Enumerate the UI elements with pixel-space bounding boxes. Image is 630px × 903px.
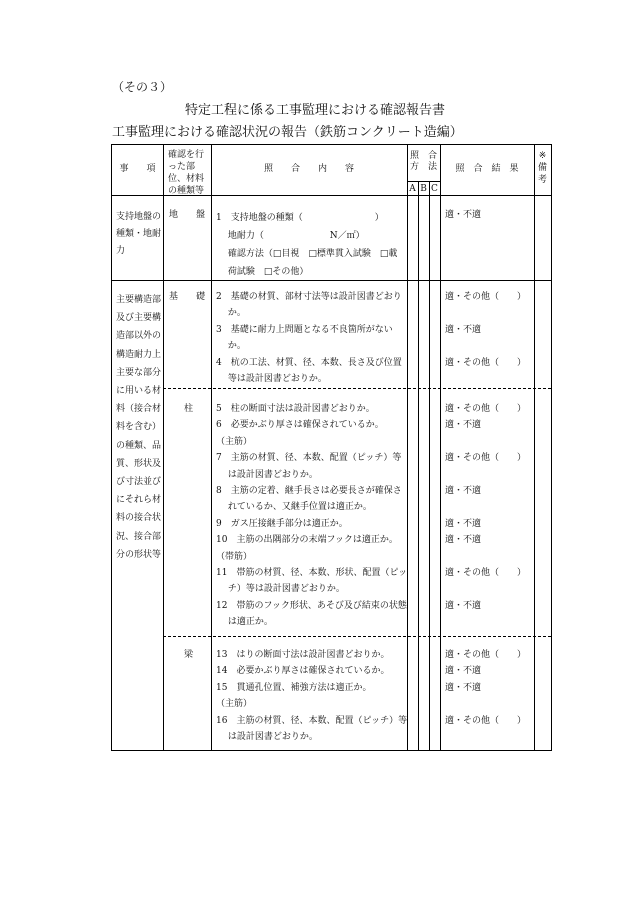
column-check-text: は設計図書どおりか。	[216, 469, 318, 480]
col-divider-result	[534, 145, 535, 750]
beam-check-result: 適・不適	[445, 666, 482, 677]
col-divider-item	[163, 145, 164, 750]
section2-item-line: 主要な部分	[116, 367, 162, 378]
column-check-text: （帯筋）	[216, 551, 253, 562]
section2-item-line: 主要構造部	[116, 295, 162, 305]
section1-result: 適・不適	[445, 210, 482, 220]
header-method: 照 合 方 法	[409, 151, 437, 172]
row-divider-method	[407, 181, 440, 182]
section2-item-line: に用いる材	[116, 386, 162, 397]
col-divider-method	[440, 145, 441, 750]
section2-item-line: 質、形状及	[116, 458, 162, 469]
section2-item-line: 及び主要構	[116, 313, 162, 324]
beam-target: 梁	[184, 650, 194, 660]
foundation-check-text: 4 杭の工法、材質、径、本数、長さ及び位置	[216, 357, 402, 368]
column-check-result: 適・不適	[445, 486, 482, 496]
foundation-check-text: 等は設計図書どおりか。	[216, 374, 327, 384]
column-check-text: 11 帯筋の材質、径、本数、形状、配置（ピッ	[216, 568, 408, 578]
column-check-text: チ）等は設計図書どおりか。	[216, 584, 345, 595]
foundation-check-text: 2 基礎の材質、部材寸法等は設計図書どおり	[216, 292, 402, 302]
report-title: 特定工程に係る工事監理における確認報告書	[184, 103, 445, 118]
column-check-result: 適・不適	[445, 420, 482, 431]
section2-item-line: 料の接合状	[116, 513, 162, 524]
column-check-result: 適・不適	[445, 535, 482, 546]
header-target: 確認を行 った部 位、材料 の種類等	[168, 150, 205, 196]
section2-item-line: 料を含む）	[116, 422, 162, 433]
column-check-result: 適・不適	[445, 518, 482, 529]
header-item: 事 項	[119, 164, 156, 174]
header-note: ※ 備 考	[537, 151, 547, 185]
beam-check-text: 14 必要かぶり厚さは確保されているか。	[216, 666, 390, 677]
column-check-text: 10 主筋の出隅部分の末端フックは適正か。	[216, 535, 398, 546]
report-table	[111, 144, 552, 751]
column-check-text: 7 主筋の材質、径、本数、配置（ピッチ）等	[216, 453, 402, 464]
beam-check-text: 15 貫通孔位置、補強方法は適正か。	[216, 682, 372, 693]
beam-check-result: 適・その他（ ）	[445, 715, 527, 726]
col-divider-content	[407, 145, 408, 750]
col-divider-target	[211, 145, 212, 750]
header-method-c: C	[431, 184, 438, 194]
column-check-result: 適・その他（ ）	[445, 404, 527, 414]
section2-item	[116, 291, 161, 564]
section2-item-line: 構造耐力上	[116, 349, 162, 360]
section2-item-line: の種類、品	[116, 440, 162, 451]
header-content: 照 合 内 容	[263, 164, 354, 174]
foundation-check-result: 適・その他（ ）	[445, 292, 527, 302]
foundation-check-text: 3 基礎に耐力上問題となる不良箇所がない	[216, 324, 393, 335]
section2-item-line: 況、接合部	[116, 531, 162, 542]
column-check-text: 5 柱の断面寸法は設計図書どおりか。	[216, 404, 375, 414]
foundation-check-result: 適・不適	[445, 324, 482, 335]
section2-item-line: 料（接合材	[116, 404, 162, 415]
column-check-text: 12 帯筋のフック形状、あそび及び結束の状態	[216, 600, 407, 611]
column-check-text: 6 必要かぶり厚さは確保されているか。	[216, 420, 384, 431]
header-method-a: A	[409, 184, 416, 194]
beam-check-result: 適・その他（ ）	[445, 650, 527, 660]
column-check-result: 適・その他（ ）	[445, 568, 527, 578]
section2-item-line: 造部以外の	[116, 331, 162, 342]
foundation-check-result: 適・その他（ ）	[445, 357, 527, 368]
section2-item-line: び寸法並び	[116, 477, 162, 488]
section1-content: 1 支持地盤の種類（ ） 地耐力（ N／㎡） 確認方法（□目視 □標準貫入試験 □載 荷試験 □その他）	[216, 213, 398, 277]
foundation-check-text: か。	[216, 308, 246, 319]
header-method-b: B	[420, 184, 427, 194]
column-check-text: れているか、又継手位置は適正か。	[216, 502, 372, 513]
beam-check-result: 適・不適	[445, 682, 482, 693]
foundation-target: 基 礎	[169, 292, 206, 302]
section2-item-line: 分の形状等	[116, 549, 162, 560]
column-check-result: 適・その他（ ）	[445, 453, 527, 464]
beam-check-text: は設計図書どおりか。	[216, 732, 318, 742]
foundation-check-text: か。	[216, 341, 246, 352]
section1-item: 支持地盤の 種類・地耐 力	[116, 212, 162, 256]
column-check-text: 8 主筋の定着、継手長さは必要長さが確保さ	[216, 486, 402, 496]
beam-check-text: 13 はりの断面寸法は設計図書どおりか。	[216, 650, 390, 660]
col-divider-method-b	[429, 181, 430, 750]
row-divider-column	[163, 636, 551, 637]
beam-check-text: （主筋）	[216, 699, 253, 710]
section2-item-line: にそれら材	[116, 495, 162, 506]
beam-check-text: 16 主筋の材質、径、本数、配置（ピッチ）等	[216, 715, 408, 726]
section1-target: 地 盤	[169, 210, 206, 220]
column-check-result: 適・不適	[445, 600, 482, 611]
row-divider-foundation	[163, 388, 551, 389]
report-subtitle: 工事監理における確認状況の報告（鉄筋コンクリート造編）	[112, 125, 463, 140]
column-check-text: （主筋）	[216, 436, 253, 447]
column-check-text: は適正か。	[216, 617, 273, 628]
header-result: 照 合 結 果	[455, 164, 519, 174]
col-divider-method-a	[418, 181, 419, 750]
column-target: 柱	[184, 404, 194, 414]
part-number: （その３）	[112, 80, 173, 94]
column-check-text: 9 ガス圧接継手部分は適正か。	[216, 518, 348, 529]
